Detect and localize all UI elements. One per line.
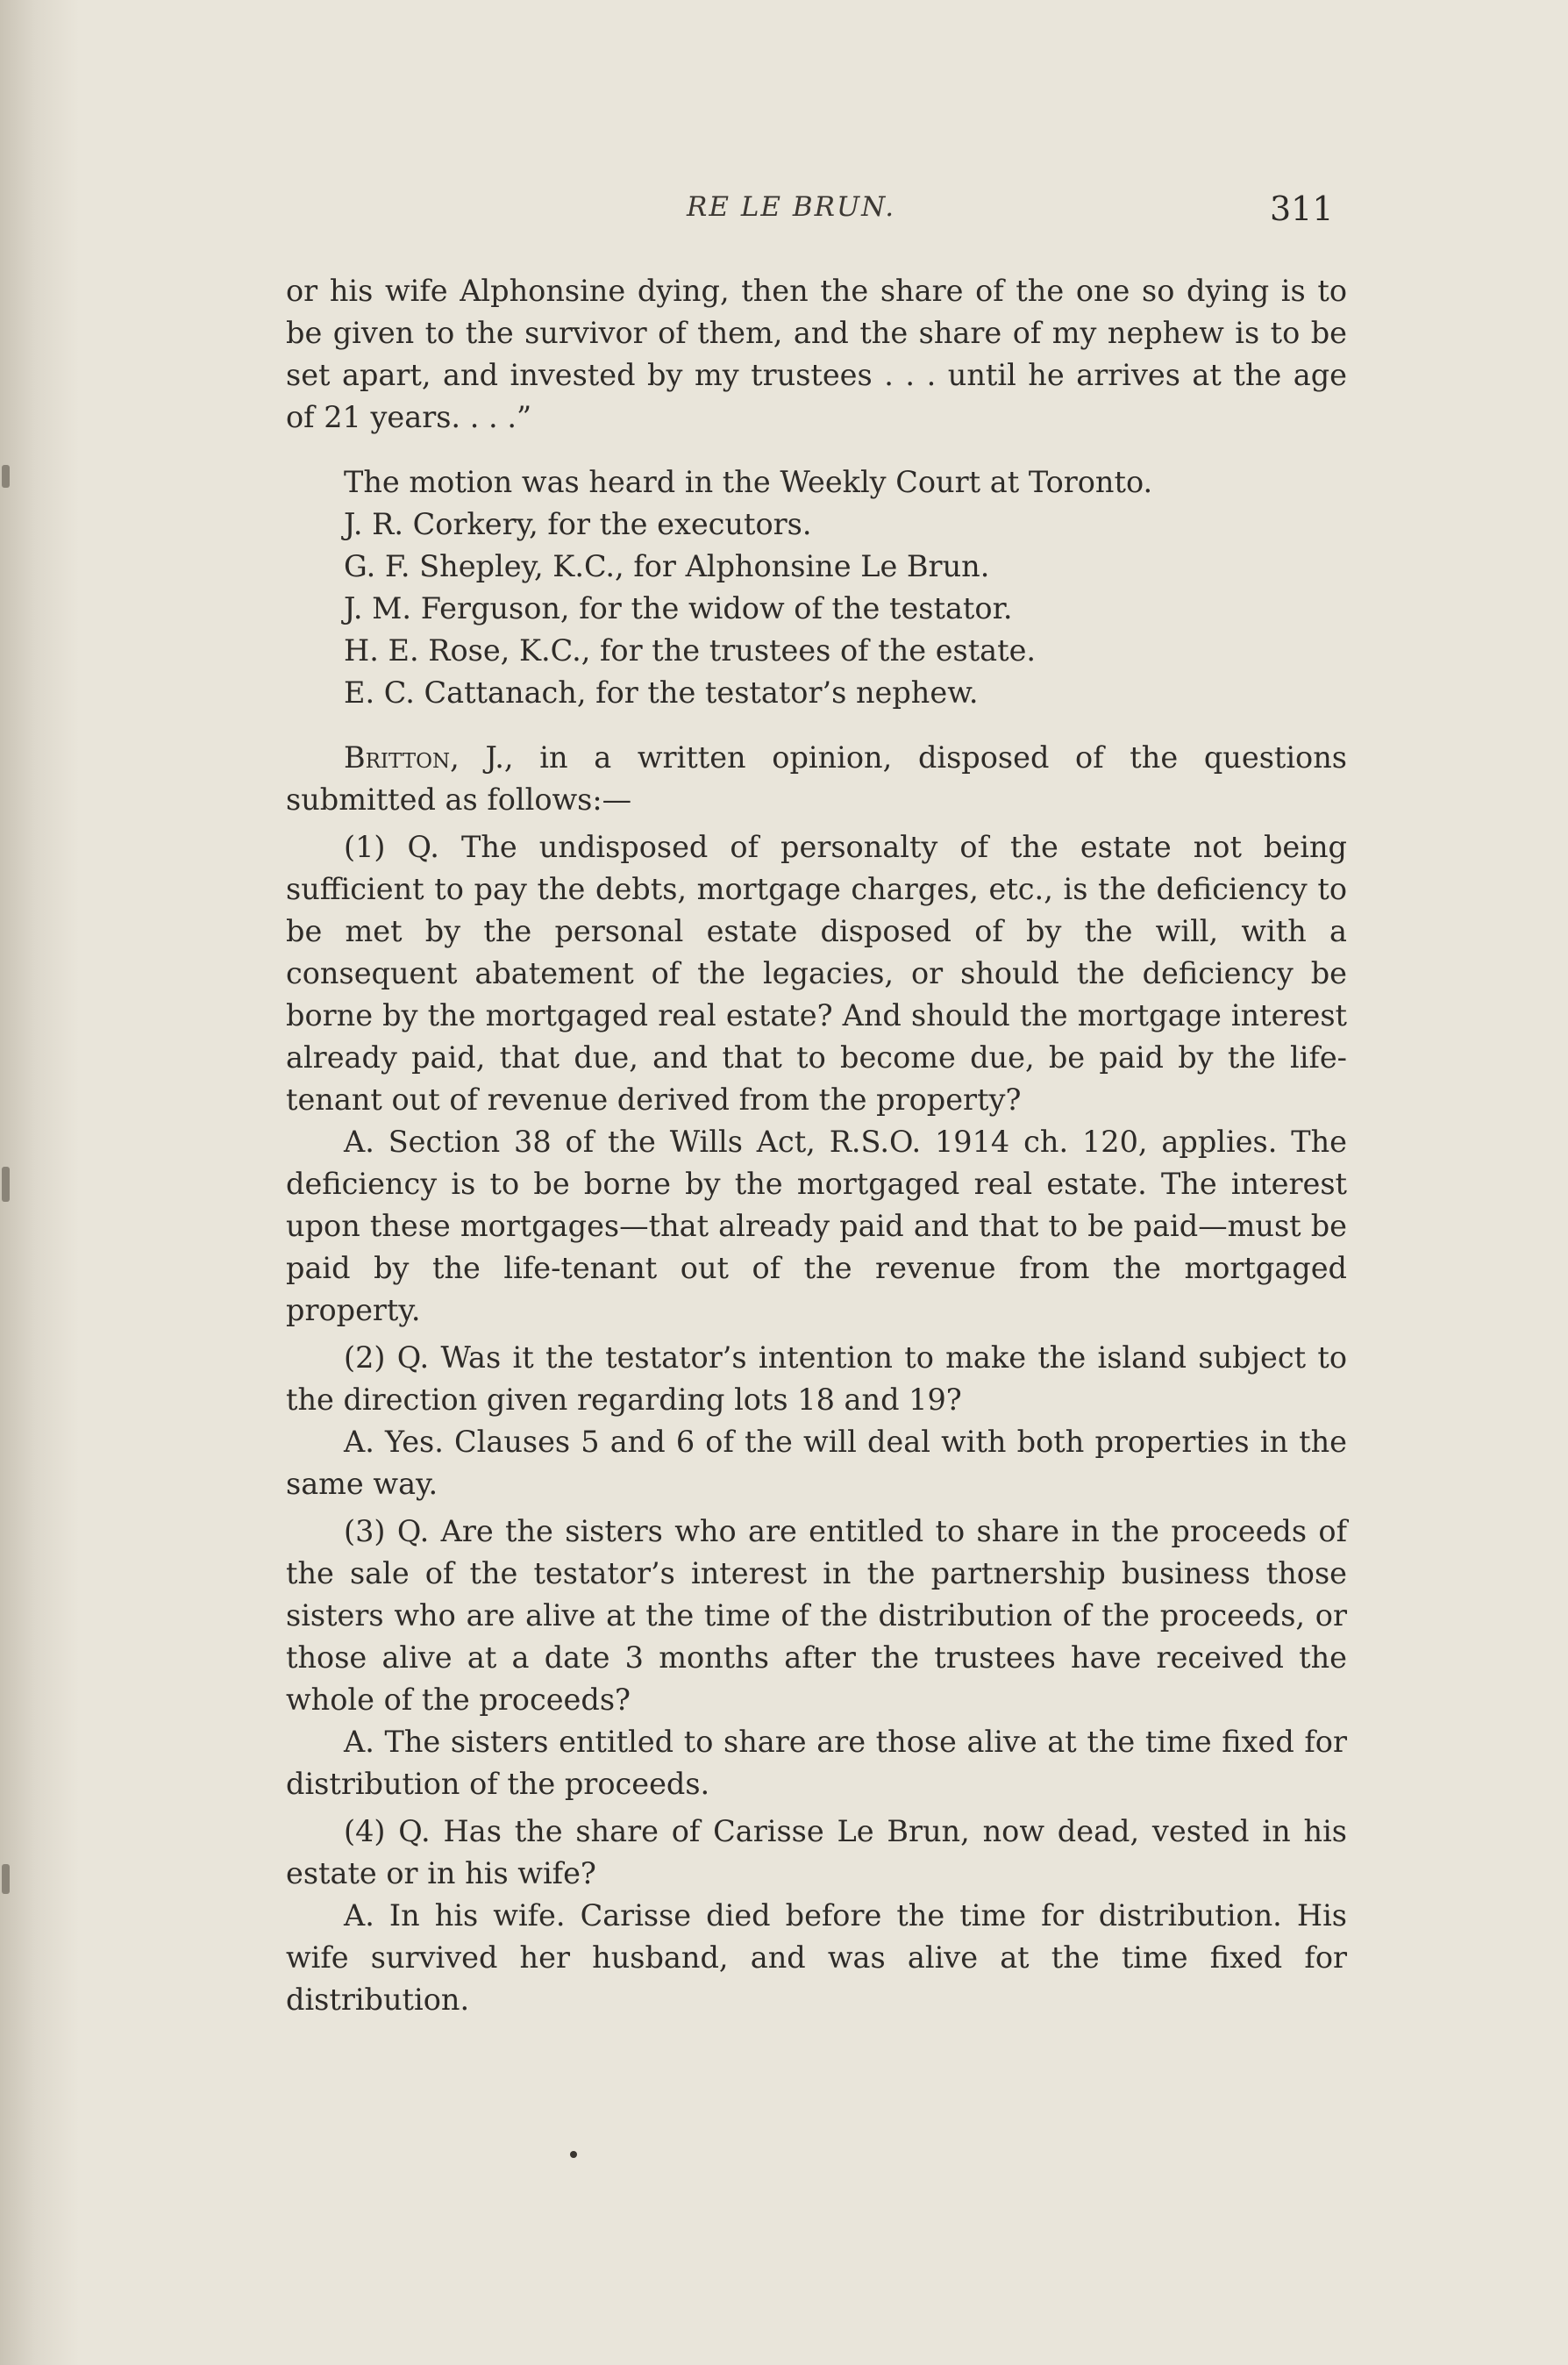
edge-mark — [2, 1864, 10, 1894]
opinion-intro-text: , J., in a written opinion, disposed of the questions submitted as follows:— — [286, 740, 1347, 817]
question-1: (1) Q. The undisposed of personalty of the estate not being sufficient to pay the debts, mortgage charges, etc., is the deficiency to be met by the personal estate disposed of by the will, with a consequent abatement of the legacies, or should the deficiency be borne by the mortgaged real estate? And should the mortgage interest already paid, that due, and that to become due, be paid by the life-tenant out of revenue derived from the property? — [286, 830, 1347, 1117]
opinion-intro-paragraph — [286, 737, 1347, 821]
answer-4: A. In his wife. Carisse died before the time for distribution. His wife survived her husband, and was alive at the time fixed for distribution. — [286, 1898, 1347, 2017]
question-2: (2) Q. Was it the testator’s intention to make the island subject to the direction given regarding lots 18 and 19? — [286, 1340, 1347, 1417]
counsel-line: H. E. Rose, K.C., for the trustees of the estate. — [344, 633, 1037, 668]
running-title: RE LE BRUN. — [687, 191, 896, 223]
question-4: (4) Q. Has the share of Carisse Le Brun, now dead, vested in his estate or in his wife? — [286, 1814, 1347, 1890]
answer-3: A. The sisters entitled to share are those alive at the time fixed for distribution of the proceeds. — [286, 1725, 1347, 1801]
answer-2: A. Yes. Clauses 5 and 6 of the will deal with both properties in the same way. — [286, 1425, 1347, 1501]
counsel-line: J. R. Corkery, for the executors. — [344, 507, 812, 541]
page-number: 311 — [1270, 189, 1334, 228]
judge-name: Britton — [344, 740, 451, 775]
counsel-line: E. C. Cattanach, for the testator’s nephew. — [344, 675, 979, 710]
binding-gutter-shadow — [0, 0, 79, 2365]
edge-mark — [2, 1167, 10, 1202]
motion-statement: The motion was heard in the Weekly Court at Toronto. — [344, 465, 1153, 499]
question-3: (3) Q. Are the sisters who are entitled to share in the proceeds of the sale of the testator’s interest in the partnership business those sisters who are alive at the time of the distribution of the proceeds, or those alive at a date 3 months after the trustees have received the whole of the proceeds? — [286, 1514, 1347, 1717]
body-text — [286, 270, 1347, 2021]
counsel-line: J. M. Ferguson, for the widow of the testator. — [344, 591, 1013, 625]
edge-mark — [2, 465, 10, 488]
opening-paragraph: or his wife Alphonsine dying, then the share of the one so dying is to be given to the survivor of them, and the share of my nephew is to be set apart, and invested by my trustees . . . until he arrives at the age of 21 years. . . .” — [286, 274, 1347, 434]
counsel-line: G. F. Shepley, K.C., for Alphonsine Le Brun. — [344, 549, 990, 583]
answer-1: A. Section 38 of the Wills Act, R.S.O. 1914 ch. 120, applies. The deficiency is to be borne by the mortgaged real estate. The interest upon these mortgages—that already paid and that to be paid—must be paid by the life-tenant out of the revenue from the mortgaged property. — [286, 1125, 1347, 1327]
printer-dot — [570, 2151, 577, 2158]
